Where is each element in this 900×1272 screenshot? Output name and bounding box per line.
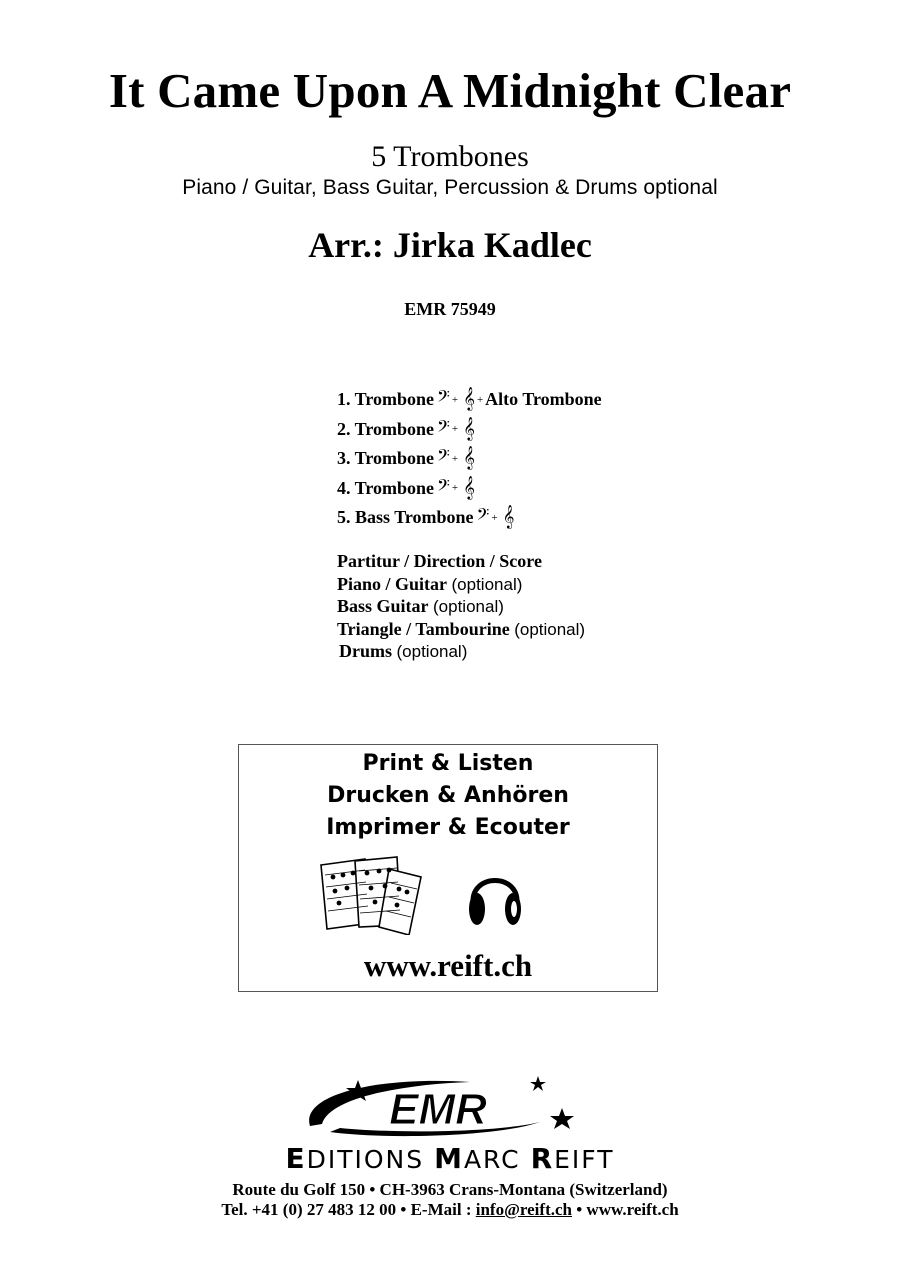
- extras-list: [337, 551, 585, 664]
- logo-text: EMR: [389, 1085, 487, 1134]
- arranger: Arr.: Jirka Kadlec: [308, 225, 592, 265]
- extra-note: (optional): [514, 619, 586, 639]
- headphones-icon: [467, 859, 523, 933]
- treble-clef-icon: 𝄞: [502, 506, 515, 529]
- catalog-number: EMR 75949: [404, 299, 496, 319]
- part-item: [337, 474, 602, 504]
- extra-item: [337, 641, 585, 664]
- emr-logo: [300, 1074, 600, 1142]
- bass-clef-icon: 𝄢: [437, 476, 450, 499]
- extra-label: Drums: [339, 641, 392, 661]
- brand-initial: E: [285, 1142, 307, 1175]
- part-item: [337, 415, 602, 445]
- bass-clef-icon: 𝄢: [437, 388, 450, 411]
- plus-sign: +: [451, 452, 459, 465]
- extra-label: Partitur / Direction / Score: [337, 551, 542, 571]
- part-label: 4. Trombone: [337, 477, 435, 498]
- brand-part: EIFT: [554, 1145, 615, 1174]
- extra-item: [337, 551, 585, 574]
- extra-item: [337, 596, 585, 619]
- extra-label: Triangle / Tambourine: [337, 618, 510, 639]
- treble-clef-icon: 𝄞: [463, 417, 475, 440]
- plus-sign: +: [476, 393, 484, 406]
- plus-sign: +: [451, 393, 459, 406]
- extra-label: Bass Guitar: [337, 596, 429, 616]
- part-label: 1. Trombone: [337, 389, 435, 410]
- plus-sign: +: [491, 511, 498, 524]
- brand-part: DITIONS: [306, 1145, 425, 1174]
- part-label: 5. Bass Trombone: [337, 507, 474, 528]
- parts-list: [337, 385, 602, 533]
- sheet-music-icon: [309, 855, 429, 935]
- contact-email-link[interactable]: info@reift.ch: [475, 1200, 572, 1219]
- promo-line-de: Drucken & Anhören: [327, 783, 569, 808]
- bass-clef-icon: 𝄢: [437, 447, 450, 470]
- publisher-contact: [0, 1200, 900, 1220]
- treble-clef-icon: 𝄞: [463, 388, 475, 411]
- brand-initial: M: [434, 1142, 464, 1175]
- brand-initial: R: [530, 1142, 555, 1175]
- document-subtitle: 5 Trombones: [371, 140, 529, 173]
- bass-clef-icon: 𝄢: [437, 417, 450, 440]
- bass-clef-icon: 𝄢: [476, 506, 490, 529]
- contact-website[interactable]: • www.reift.ch: [576, 1200, 679, 1219]
- promo-line-en: Print & Listen: [362, 751, 534, 776]
- promo-line-fr: Imprimer & Ecouter: [326, 815, 570, 840]
- part-label: 2. Trombone: [337, 418, 435, 439]
- publisher-name: [0, 1142, 900, 1175]
- extra-note: (optional): [451, 574, 523, 594]
- treble-clef-icon: 𝄞: [463, 476, 475, 499]
- plus-sign: +: [451, 482, 459, 495]
- treble-clef-icon: 𝄞: [463, 447, 475, 470]
- document-title: It Came Upon A Midnight Clear: [108, 63, 792, 118]
- plus-sign: +: [451, 423, 459, 436]
- part-item: [337, 503, 602, 533]
- part-item: [337, 385, 602, 415]
- extra-note: (optional): [433, 597, 504, 616]
- extra-label: Piano / Guitar: [337, 573, 448, 594]
- print-listen-box: [238, 744, 658, 992]
- part-item: [337, 444, 602, 474]
- publisher-address: Route du Golf 150 • CH-3963 Crans-Montana (Switzerland): [232, 1180, 668, 1199]
- extra-item: [337, 574, 585, 597]
- part-suffix: Alto Trombone: [485, 389, 602, 410]
- promo-url[interactable]: www.reift.ch: [363, 948, 533, 983]
- contact-phone: Tel. +41 (0) 27 483 12 00 • E-Mail :: [221, 1200, 472, 1219]
- brand-part: ARC: [463, 1145, 521, 1174]
- part-label: 3. Trombone: [337, 448, 435, 469]
- instrumentation-note: Piano / Guitar, Bass Guitar, Percussion & Drums optional: [182, 176, 718, 199]
- extra-item: [337, 619, 585, 642]
- extra-note: (optional): [396, 642, 468, 661]
